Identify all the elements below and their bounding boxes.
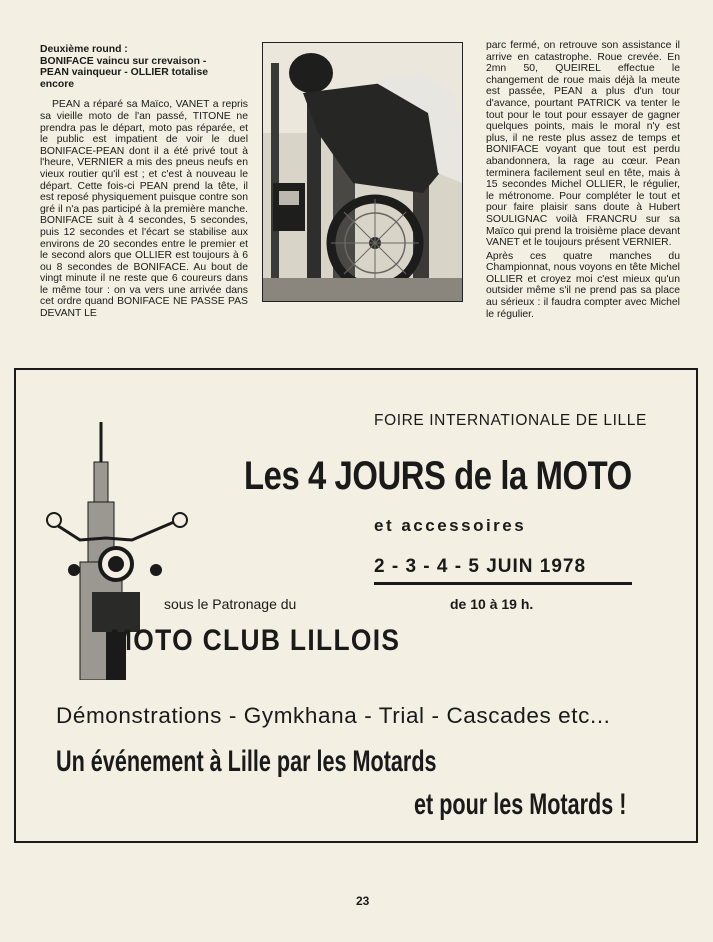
advertisement-box [14, 368, 698, 843]
race-photo [262, 42, 463, 302]
article-paragraph: parc fermé, on retrouve son assistance il arrive en catastrophe. Roue crevée. En 2mn 50, QUEIREL effectue le changement de roue mais déjà la meute est passée, PEAN a plus d'un tour d'avance, pourtant PATRICK va tenter le tout pour le tout pour essayer de gagner quelques points, mais le moral n'y est plus, il ne reste plus assez de temps et BONIFACE voyant que tout est perdu abandonnera, la rage au cœur. Pean terminera facilement seul en tête, mais à 15 secondes Michel OLLIER, le régulier, le métronome. Pour compléter le tout et pour faire plaisir sans doute à Hubert SOULIGNAC voilà FRANCRU sur sa Maïco qui prend la troisième place devant VANET et le toujours présent VERNIER. [486, 40, 680, 249]
article-heading [40, 44, 248, 90]
article-right-column [486, 40, 680, 322]
article-paragraph: Après ces quatre manches du Championnat, nous voyons en tête Michel OLLIER et croyez moi c'est mieux qu'un outsider même s'il ne prend pas sa place au sérieux : il faudra compter avec Michel le régulier. [486, 250, 680, 320]
ad-club-name: MOTO CLUB LILLOIS [110, 624, 401, 657]
ad-title: Les 4 JOURS de la MOTO [244, 454, 632, 498]
ad-hours: de 10 à 19 h. [450, 596, 534, 612]
ad-activities: Démonstrations - Gymkhana - Trial - Cascades etc... [56, 703, 611, 728]
heading-line: encore [40, 78, 75, 90]
ad-dates: 2 - 3 - 4 - 5 JUIN 1978 [374, 556, 587, 577]
mechanic-repairing-motorcycle-image [263, 43, 462, 301]
ad-slogan-line1: Un événement à Lille par les Motards [56, 745, 437, 778]
page-number: 23 [356, 894, 370, 908]
ad-fair-name: FOIRE INTERNATIONALE DE LILLE [374, 412, 647, 429]
ad-subtitle: et accessoires [374, 516, 527, 535]
ad-slogan-line2: et pour les Motards ! [414, 788, 627, 821]
article-paragraph: PEAN a réparé sa Maïco, VANET a repris sa vieille moto de l'an passé, TITONE ne prendra pas le départ, moto pas réparée, et le public est impatient de voir le duel BONIFACE-PEAN dont il a été privé tout à l'heure, VERNIER a mis des pneus neufs en vieux routier qu'il est ; et c'est à nouveau le départ. Cette fois-ci PEAN prend la tête, il est reposé physiquement puisque contre son gré il n'a pas participé à la première manche. BONIFACE suit à 4 secondes, 5 secondes, puis 12 secondes et l'écart se stabilise aux environs de 20 secondes entre le premier et le second alors que OLLIER est toujours à 6 ou 8 secondes de BONIFACE. Au bout de vingt minute il ne reste que 6 coureurs dans le même tour : on va vers une arrivée dans cet ordre quand BONIFACE NE PASSE PAS DEVANT LE [40, 99, 248, 320]
ad-patronage: sous le Patronage du [164, 596, 297, 612]
ad-date-underline [374, 582, 632, 585]
article-left-column [40, 44, 248, 322]
heading-line: Deuxième round : [40, 44, 128, 55]
heading-line: BONIFACE vaincu sur crevaison - [40, 55, 207, 67]
heading-line: PEAN vainqueur - OLLIER totalise [40, 67, 209, 79]
